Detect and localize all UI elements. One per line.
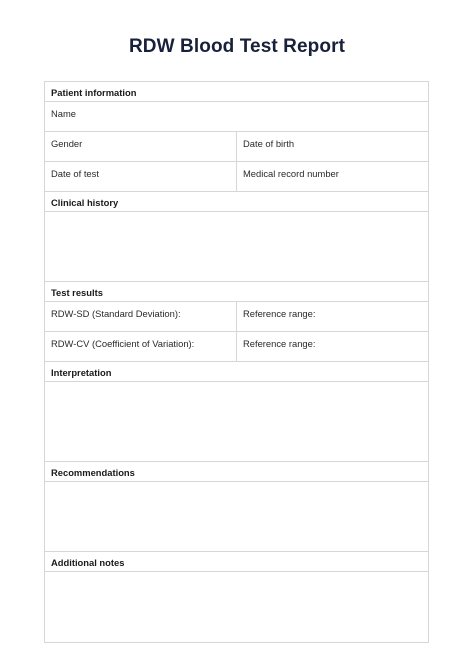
recommendations-heading: Recommendations bbox=[51, 467, 135, 478]
name-field[interactable] bbox=[45, 102, 428, 131]
gender-label: Gender bbox=[51, 138, 83, 149]
rdw-sd-reference-range-field[interactable] bbox=[237, 302, 428, 331]
name-row bbox=[45, 102, 428, 132]
additional-notes-heading: Additional notes bbox=[51, 557, 125, 568]
recommendations-header-row bbox=[45, 462, 428, 482]
rdw-cv-row bbox=[45, 332, 428, 362]
gender-dob-row bbox=[45, 132, 428, 162]
additional-notes-header-row bbox=[45, 552, 428, 572]
clinical-history-header-row bbox=[45, 192, 428, 212]
recommendations-body bbox=[45, 482, 428, 552]
rdw-cv-field[interactable] bbox=[45, 332, 237, 361]
date-of-test-field[interactable] bbox=[45, 162, 237, 191]
rdw-sd-field[interactable] bbox=[45, 302, 237, 331]
rdw-cv-reference-range-field[interactable] bbox=[237, 332, 428, 361]
interpretation-heading: Interpretation bbox=[51, 367, 112, 378]
clinical-history-field[interactable] bbox=[45, 212, 428, 281]
clinical-history-heading: Clinical history bbox=[51, 197, 119, 208]
gender-field[interactable] bbox=[45, 132, 237, 161]
rdw-cv-label: RDW-CV (Coefficient of Variation): bbox=[51, 338, 195, 349]
patient-information-heading: Patient information bbox=[51, 87, 137, 98]
interpretation-field[interactable] bbox=[45, 382, 428, 461]
date-of-test-label: Date of test bbox=[51, 168, 99, 179]
test-results-heading: Test results bbox=[51, 287, 103, 298]
additional-notes-field[interactable] bbox=[45, 572, 428, 642]
rdw-cv-reference-range-label: Reference range: bbox=[243, 338, 316, 349]
medical-record-number-field[interactable] bbox=[237, 162, 428, 191]
interpretation-body bbox=[45, 382, 428, 462]
date-of-test-mrn-row bbox=[45, 162, 428, 192]
rdw-sd-label: RDW-SD (Standard Deviation): bbox=[51, 308, 181, 319]
clinical-history-body bbox=[45, 212, 428, 282]
additional-notes-body bbox=[45, 572, 428, 642]
rdw-sd-reference-range-label: Reference range: bbox=[243, 308, 316, 319]
name-label: Name bbox=[51, 108, 77, 119]
interpretation-header-row bbox=[45, 362, 428, 382]
rdw-sd-row bbox=[45, 302, 428, 332]
date-of-birth-label: Date of birth bbox=[243, 138, 295, 149]
page-title: RDW Blood Test Report bbox=[128, 36, 345, 57]
test-results-header-row bbox=[45, 282, 428, 302]
date-of-birth-field[interactable] bbox=[237, 132, 428, 161]
patient-information-header-row bbox=[45, 82, 428, 102]
medical-record-number-label: Medical record number bbox=[243, 168, 339, 179]
report-form bbox=[44, 81, 429, 643]
recommendations-field[interactable] bbox=[45, 482, 428, 551]
